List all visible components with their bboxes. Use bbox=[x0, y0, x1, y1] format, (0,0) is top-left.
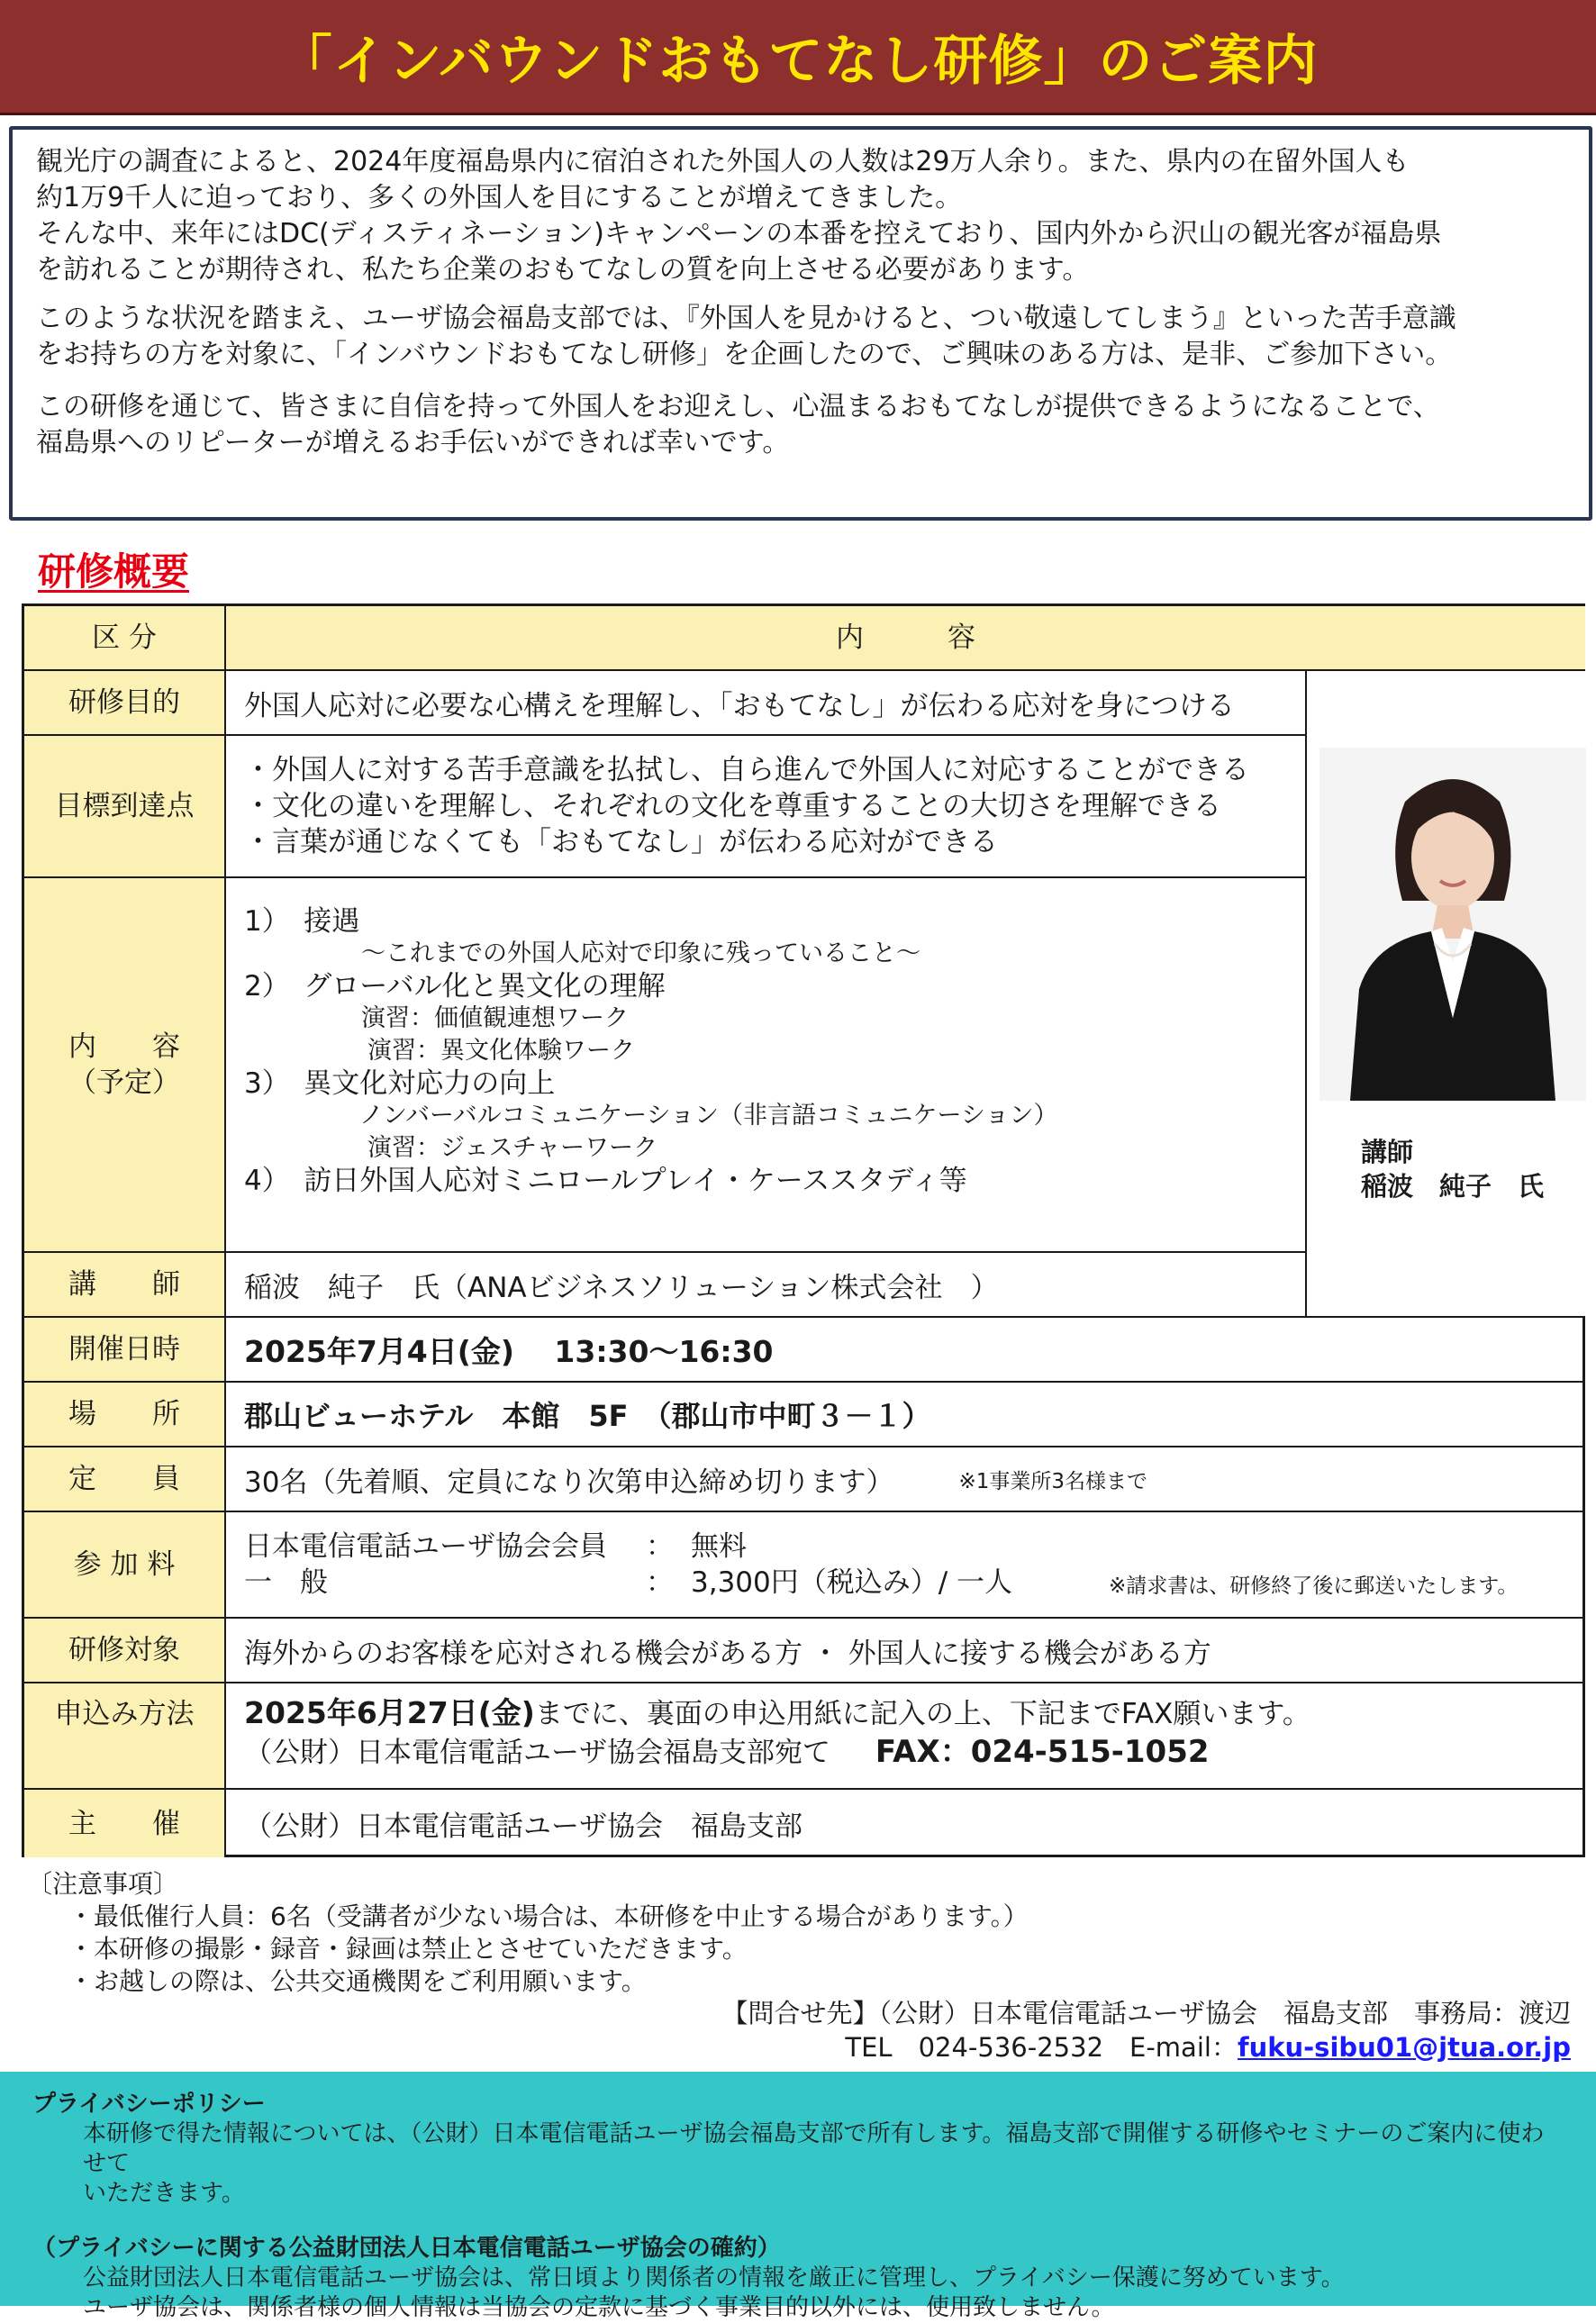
photo-caption-name: 稲波 純子 氏 bbox=[1361, 1171, 1545, 1202]
venue-label: 場 所 bbox=[68, 1398, 180, 1430]
capacity-label-cell bbox=[24, 1447, 226, 1512]
content-label: 内 容 bbox=[68, 1030, 180, 1063]
lecturer-photo-cell bbox=[1307, 671, 1585, 1318]
host-label: 主 催 bbox=[68, 1807, 180, 1840]
host-value-cell bbox=[226, 1790, 1585, 1857]
content-value-cell bbox=[226, 878, 1307, 1253]
target-value: 海外からのお客様を応対される機会がある方 ・ 外国人に接する機会がある方 bbox=[244, 1637, 1211, 1670]
privacy-section bbox=[0, 2072, 1596, 2321]
fee-general-value: 3,300円（税込み）/ 一人 bbox=[691, 1566, 1013, 1599]
notes-heading: 〔注意事項〕 bbox=[27, 1869, 179, 1899]
intro-text: を訪れることが期待され、私たち企業のおもてなしの質を向上させる必要があります。 bbox=[36, 254, 1090, 286]
apply-addressee: （公財）日本電信電話ユーザ協会福島支部宛て bbox=[244, 1737, 830, 1769]
content-item: 4） 訪日外国人応対ミニロールプレイ・ケーススタディ等 bbox=[244, 1165, 967, 1197]
content-label-sub: （予定） bbox=[68, 1066, 180, 1099]
privacy-commitment-heading: （プライバシーに関する公益財団法人日本電信電話ユーザ協会の確約） bbox=[32, 2235, 781, 2262]
venue-value-cell bbox=[226, 1383, 1585, 1447]
goal-item: ・言葉が通じなくても「おもてなし」が伝わる応対ができる bbox=[244, 826, 998, 858]
apply-deadline: 2025年6月27日(金) bbox=[244, 1695, 535, 1730]
photo-caption-title: 講師 bbox=[1361, 1137, 1414, 1167]
intro-text: このような状況を踏まえ、ユーザ協会福島支部では、『外国人を見かけると、つい敬遠してしまう』といった苦手意識 bbox=[36, 303, 1456, 334]
lecturer-value: 稲波 純子 氏（ANAビジネスソリューション株式会社 ） bbox=[244, 1271, 999, 1304]
content-item: 2） グローバル化と異文化の理解 bbox=[244, 970, 666, 1003]
header-label-cell bbox=[24, 606, 226, 671]
goal-item: ・文化の違いを理解し、それぞれの文化を尊重することの大切さを理解できる bbox=[244, 790, 1221, 822]
title-banner bbox=[0, 0, 1596, 115]
content-item: 1） 接遇 bbox=[244, 905, 360, 938]
capacity-label: 定 員 bbox=[68, 1463, 180, 1495]
goal-value-cell bbox=[226, 736, 1307, 878]
lecturer-label: 講 師 bbox=[68, 1268, 180, 1301]
date-label: 開催日時 bbox=[68, 1333, 180, 1366]
lecturer-portrait-icon bbox=[1319, 748, 1586, 1101]
fee-general-name: 一 般 bbox=[244, 1566, 328, 1599]
intro-text: 約1万9千人に迫っており、多くの外国人を目にすることが増えてきました。 bbox=[36, 182, 963, 213]
privacy-text: 公益財団法人日本電信電話ユーザ協会は、常日頃より関係者の情報を厳正に管理し、プライバシー保護に努めています。 bbox=[83, 2264, 1345, 2291]
apply-label: 申込み方法 bbox=[54, 1698, 195, 1730]
venue-label-cell bbox=[24, 1383, 226, 1447]
notes-item: ・本研修の撮影・録音・録画は禁止とさせていただきます。 bbox=[68, 1934, 748, 1964]
fee-member-name: 日本電信電話ユーザ協会会員 bbox=[244, 1530, 607, 1563]
purpose-value-cell bbox=[226, 671, 1307, 736]
fee-value-cell bbox=[226, 1512, 1585, 1619]
capacity-value-cell bbox=[226, 1447, 1585, 1512]
lecturer-value-cell bbox=[226, 1253, 1307, 1318]
date-label-cell bbox=[24, 1318, 226, 1383]
overview-table bbox=[22, 603, 1585, 1857]
intro-text: そんな中、来年にはDC(ディスティネーション)キャンペーンの本番を控えており、国内外から沢山の観光客が福島県 bbox=[36, 218, 1442, 250]
header-label: 区 分 bbox=[92, 622, 157, 654]
date-value: 2025年7月4日(金) 13:30～16:30 bbox=[244, 1333, 774, 1369]
content-label-cell bbox=[24, 878, 226, 1253]
apply-fax: FAX：024-515-1052 bbox=[875, 1734, 1210, 1770]
fee-colon: ： bbox=[646, 1566, 674, 1599]
host-value: （公財）日本電信電話ユーザ協会 福島支部 bbox=[244, 1810, 803, 1843]
apply-value-cell bbox=[226, 1683, 1585, 1790]
privacy-heading: プライバシーポリシー bbox=[32, 2091, 266, 2118]
purpose-label: 研修目的 bbox=[68, 686, 180, 719]
host-label-cell bbox=[24, 1790, 226, 1857]
content-item: 3） 異文化対応力の向上 bbox=[244, 1067, 556, 1100]
notes-item: ・最低催行人員：6名（受講者が少ない場合は、本研修を中止する場合があります。） bbox=[68, 1901, 1029, 1931]
intro-paragraph-3 bbox=[36, 389, 1565, 461]
content-subitem: ～これまでの外国人応対で印象に残っていること～ bbox=[361, 939, 920, 967]
content-subitem: 演習：価値観連想ワーク bbox=[361, 1004, 629, 1032]
content-subitem: 演習：異文化体験ワーク bbox=[367, 1037, 635, 1065]
lecturer-label-cell bbox=[24, 1253, 226, 1318]
fee-member-value: 無料 bbox=[691, 1530, 747, 1563]
contact-email-link[interactable]: fuku-sibu01@jtua.or.jp bbox=[1237, 2032, 1571, 2063]
goal-label: 目標到達点 bbox=[54, 790, 195, 822]
apply-instructions: までに、裏面の申込用紙に記入の上、下記までFAX願います。 bbox=[534, 1698, 1310, 1730]
purpose-value: 外国人応対に必要な心構えを理解し、「おもてなし」が伝わる応対を身につける bbox=[244, 689, 1235, 722]
fee-note: ※請求書は、研修終了後に郵送いたします。 bbox=[1109, 1574, 1519, 1598]
intro-text: 福島県へのリピーターが増えるお手伝いができれば幸いです。 bbox=[36, 427, 790, 458]
capacity-value: 30名（先着順、定員になり次第申込締め切ります） bbox=[244, 1465, 894, 1499]
intro-text: この研修を通じて、皆さまに自信を持って外国人をお迎えし、心温まるおもてなしが提供できるようになることで、 bbox=[36, 391, 1440, 422]
notes-section bbox=[27, 1868, 1029, 1998]
privacy-text: 本研修で得た情報については、（公財）日本電信電話ユーザ協会福島支部で所有します。福島支部で開催する研修やセミナーのご案内に使わせて bbox=[83, 2120, 1545, 2177]
fee-label-cell bbox=[24, 1512, 226, 1619]
fee-label: 参 加 料 bbox=[73, 1548, 176, 1581]
intro-text: 観光庁の調査によると、2024年度福島県内に宿泊された外国人の人数は29万人余り。また、県内の在留外国人も bbox=[36, 146, 1410, 177]
goal-item: ・外国人に対する苦手意識を払拭し、自ら進んで外国人に対応することができる bbox=[244, 754, 1249, 786]
apply-label-cell bbox=[24, 1683, 226, 1790]
overview-heading: 研修概要 bbox=[38, 549, 190, 594]
notes-item: ・お越しの際は、公共交通機関をご利用願います。 bbox=[68, 1966, 647, 1996]
content-subitem: ノンバーバルコミュニケーション（非言語コミュニケーション） bbox=[359, 1102, 1058, 1130]
intro-paragraph-1 bbox=[36, 144, 1565, 288]
photo-caption bbox=[1361, 1135, 1544, 1203]
privacy-text: ユーザ協会は、関係者様の個人情報は当協会の定款に基づく事業目的以外には、使用致しません。 bbox=[83, 2294, 1115, 2321]
intro-box bbox=[9, 126, 1592, 521]
contact-office: 【問合せ先】（公財）日本電信電話ユーザ協会 福島支部 事務局：渡辺 bbox=[721, 1998, 1571, 2028]
contact-section bbox=[721, 1996, 1571, 2064]
target-value-cell bbox=[226, 1619, 1585, 1683]
target-label: 研修対象 bbox=[68, 1634, 180, 1666]
lecturer-photo bbox=[1319, 748, 1586, 1101]
capacity-note: ※1事業所3名様まで bbox=[958, 1469, 1147, 1493]
target-label-cell bbox=[24, 1619, 226, 1683]
venue-value: 郡山ビューホテル 本館 5F （郡山市中町３－１） bbox=[244, 1399, 931, 1433]
contact-tel: TEL 024-536-2532 E-mail： bbox=[845, 2032, 1238, 2063]
header-content-cell bbox=[226, 606, 1585, 671]
content-subitem: 演習：ジェスチャーワーク bbox=[367, 1134, 658, 1162]
date-value-cell bbox=[226, 1318, 1585, 1383]
goal-label-cell bbox=[24, 736, 226, 878]
intro-paragraph-2 bbox=[36, 301, 1565, 373]
page-title: 「インバウンドおもてなし研修」のご案内 bbox=[277, 29, 1319, 93]
purpose-label-cell bbox=[24, 671, 226, 736]
intro-text: をお持ちの方を対象に、「インバウンドおもてなし研修」を企画したので、ご興味のある方は、是非、ご参加下さい。 bbox=[36, 339, 1453, 370]
fee-colon: ： bbox=[646, 1530, 674, 1563]
header-content: 内 容 bbox=[836, 622, 975, 654]
privacy-text: いただきます。 bbox=[83, 2180, 245, 2207]
